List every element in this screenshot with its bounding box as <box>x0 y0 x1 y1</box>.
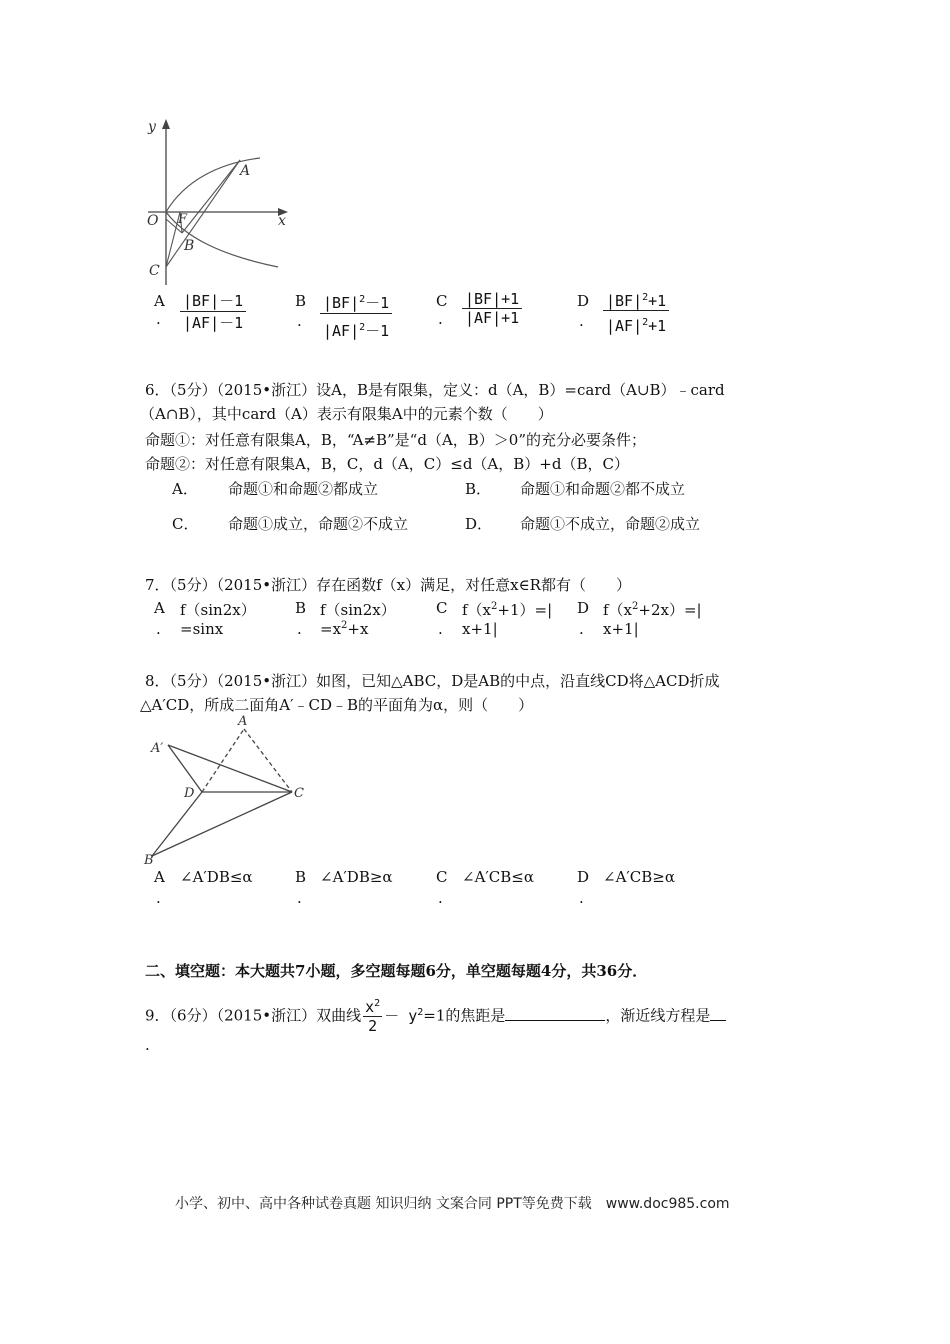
q9-minus-y: － y <box>384 1006 418 1025</box>
q7-option-b-line2a: =x <box>320 620 342 638</box>
q9-end-dot: . <box>145 1036 150 1054</box>
graph-label-b: B <box>184 238 195 254</box>
q5-option-c-den: |AF|+1 <box>465 309 520 327</box>
q9-line <box>145 998 726 1035</box>
q5-option-b-letter: B <box>295 292 307 310</box>
q5-option-a-letter: A <box>154 292 165 310</box>
q7-option-b-line2 <box>320 620 368 638</box>
graph-label-c: C <box>149 263 160 279</box>
q9-frac-num: x <box>365 998 375 1016</box>
q8-option-b-text: ∠A′DB≥α <box>320 868 393 886</box>
q5-option-a-num: |BF|－1 <box>180 290 246 312</box>
q7-option-d-line1a: f（x <box>603 601 633 619</box>
q5-option-d-num-tail: +1 <box>648 292 667 310</box>
q7-option-c-line1a: f（x <box>462 601 492 619</box>
parabola-graph <box>140 115 300 290</box>
q7-option-a-line1: f（sin2x） <box>180 601 256 619</box>
q7-option-d-dot: . <box>579 620 584 638</box>
q5-option-a-fraction <box>180 290 246 333</box>
q9-suffix-1: =1的焦距是 <box>423 1006 506 1025</box>
q7-option-d-line2: x+1| <box>603 620 639 638</box>
q8-option-d-dot: . <box>579 889 584 907</box>
q5-option-b-fraction <box>320 292 392 341</box>
q7-option-b-letter: B <box>295 599 307 617</box>
q8-option-a-dot: . <box>156 889 161 907</box>
q5-option-c-fraction <box>462 290 522 327</box>
q8-stem-line1: 8．（5分）（2015•浙江）如图，已知△ABC，D是AB的中点，沿直线CD将△ACD折成 <box>145 672 720 690</box>
q5-option-d-letter: D <box>577 292 590 310</box>
graph-label-a: A <box>240 163 251 179</box>
q5-option-b-dot: . <box>297 312 302 330</box>
q6-option-d-letter: D． <box>465 515 493 533</box>
q8-option-c-text: ∠A′CB≤α <box>462 868 535 886</box>
q5-option-c-dot: . <box>438 310 443 328</box>
q7-option-b-line1: f（sin2x） <box>320 601 396 619</box>
page-footer: 小学、初中、高中各种试卷真题 知识归纳 文案合同 PPT等免费下载 www.doc985.com <box>175 1196 730 1212</box>
q5-option-d-num: |BF| <box>606 292 643 310</box>
q5-option-c-letter: C <box>436 292 448 310</box>
q8-option-a-text: ∠A′DB≤α <box>180 868 253 886</box>
q5-option-d-fraction <box>603 292 669 335</box>
q8-option-b-dot: . <box>297 889 302 907</box>
q7-stem: 7．（5分）（2015•浙江）存在函数f（x）满足，对任意x∈R都有（ ） <box>145 576 631 594</box>
q7-option-a-line2: =sinx <box>180 620 224 638</box>
fig-label-a: A <box>238 714 248 729</box>
q8-option-a-letter: A <box>154 868 165 886</box>
q6-proposition-1: 命题①：对任意有限集A，B，“A≠B”是“d（A，B）＞0”的充分必要条件； <box>145 431 647 449</box>
q5-option-d-num-exp: 2 <box>642 292 649 303</box>
q5-option-d-den-exp: 2 <box>642 317 649 328</box>
q9-frac-num-exp: 2 <box>374 998 381 1009</box>
q9-prefix: 9．（6分）（2015•浙江）双曲线 <box>145 1006 362 1025</box>
q9-fraction <box>363 998 382 1035</box>
q7-option-b-line2-exp: 2 <box>341 620 348 631</box>
q7-option-c-line2: x+1| <box>462 620 498 638</box>
q6-stem-line1: 6．（5分）（2015•浙江）设A，B是有限集，定义：d（A，B）=card（A∪B）﹣card <box>145 381 725 399</box>
q6-proposition-2: 命题②：对任意有限集A，B，C，d（A，C）≤d（A，B）+d（B，C） <box>145 455 629 473</box>
q6-option-c-letter: C． <box>172 515 199 533</box>
folded-triangle-figure <box>140 712 320 872</box>
q5-option-a-dot: . <box>156 310 161 328</box>
q5-option-d-dot: . <box>579 312 584 330</box>
q7-option-c-dot: . <box>438 620 443 638</box>
q5-option-a-den: |AF|－1 <box>183 314 244 332</box>
graph-label-f: F <box>178 212 188 227</box>
q6-option-b-text: 命题①和命题②都不成立 <box>520 480 686 498</box>
q6-stem-line2: （A∩B），其中card（A）表示有限集A中的元素个数（ ） <box>140 405 553 423</box>
q7-option-c-line1-exp: 2 <box>491 601 498 612</box>
q8-option-d-letter: D <box>577 868 590 886</box>
q5-option-d-den-tail: +1 <box>648 317 667 335</box>
fig-label-d: D <box>184 786 195 801</box>
q8-stem-line2: △A′CD，所成二面角A′﹣CD﹣B的平面角为α，则（ ） <box>140 696 534 714</box>
q7-option-d-letter: D <box>577 599 590 617</box>
section-heading: 二、填空题：本大题共7小题，多空题每题6分，单空题每题4分，共36分． <box>145 962 648 980</box>
q5-option-b-num-tail: －1 <box>365 294 390 312</box>
graph-label-y: y <box>148 119 156 135</box>
q8-option-c-dot: . <box>438 889 443 907</box>
q7-option-d-line1 <box>603 599 702 620</box>
graph-label-o: O <box>147 213 159 229</box>
q6-option-b-letter: B． <box>465 480 492 498</box>
graph-label-x: x <box>278 213 286 229</box>
q8-option-c-letter: C <box>436 868 448 886</box>
q5-option-d-den: |AF| <box>606 317 643 335</box>
q5-option-c-num: |BF|+1 <box>462 290 522 309</box>
q6-option-a-text: 命题①和命题②都成立 <box>228 480 379 498</box>
q5-option-b-num: |BF| <box>323 294 360 312</box>
q5-option-b-den: |AF| <box>323 322 360 340</box>
q6-option-a-letter: A． <box>172 480 198 498</box>
q7-option-c-line1b: +1）=| <box>497 601 553 619</box>
q7-option-a-letter: A <box>154 599 165 617</box>
q7-option-b-dot: . <box>297 620 302 638</box>
q9-answer-blank-2[interactable] <box>710 1006 726 1021</box>
fig-label-c: C <box>294 786 304 801</box>
q5-option-b-den-tail: －1 <box>365 322 390 340</box>
q7-option-c-letter: C <box>436 599 448 617</box>
q7-option-b-line2b: +x <box>347 620 369 638</box>
q6-option-c-text: 命题①成立，命题②不成立 <box>228 515 409 533</box>
q5-option-b-num-exp: 2 <box>359 294 366 305</box>
q8-option-d-text: ∠A′CB≥α <box>603 868 676 886</box>
q9-suffix-2: ，渐近线方程是 <box>605 1006 711 1025</box>
q9-frac-den: 2 <box>368 1017 378 1035</box>
q6-option-d-text: 命题①不成立，命题②成立 <box>520 515 701 533</box>
q7-option-a-dot: . <box>156 620 161 638</box>
q5-option-b-den-exp: 2 <box>359 322 366 333</box>
fig-label-b: B <box>144 853 154 868</box>
q7-option-d-line1-exp: 2 <box>632 601 639 612</box>
fig-label-a-prime: A′ <box>151 741 164 756</box>
q7-option-d-line1b: +2x）=| <box>638 601 702 619</box>
q9-answer-blank-1[interactable] <box>505 1006 605 1021</box>
q8-option-b-letter: B <box>295 868 307 886</box>
q7-option-c-line1 <box>462 599 552 620</box>
q9-y-exp: 2 <box>417 1006 424 1018</box>
